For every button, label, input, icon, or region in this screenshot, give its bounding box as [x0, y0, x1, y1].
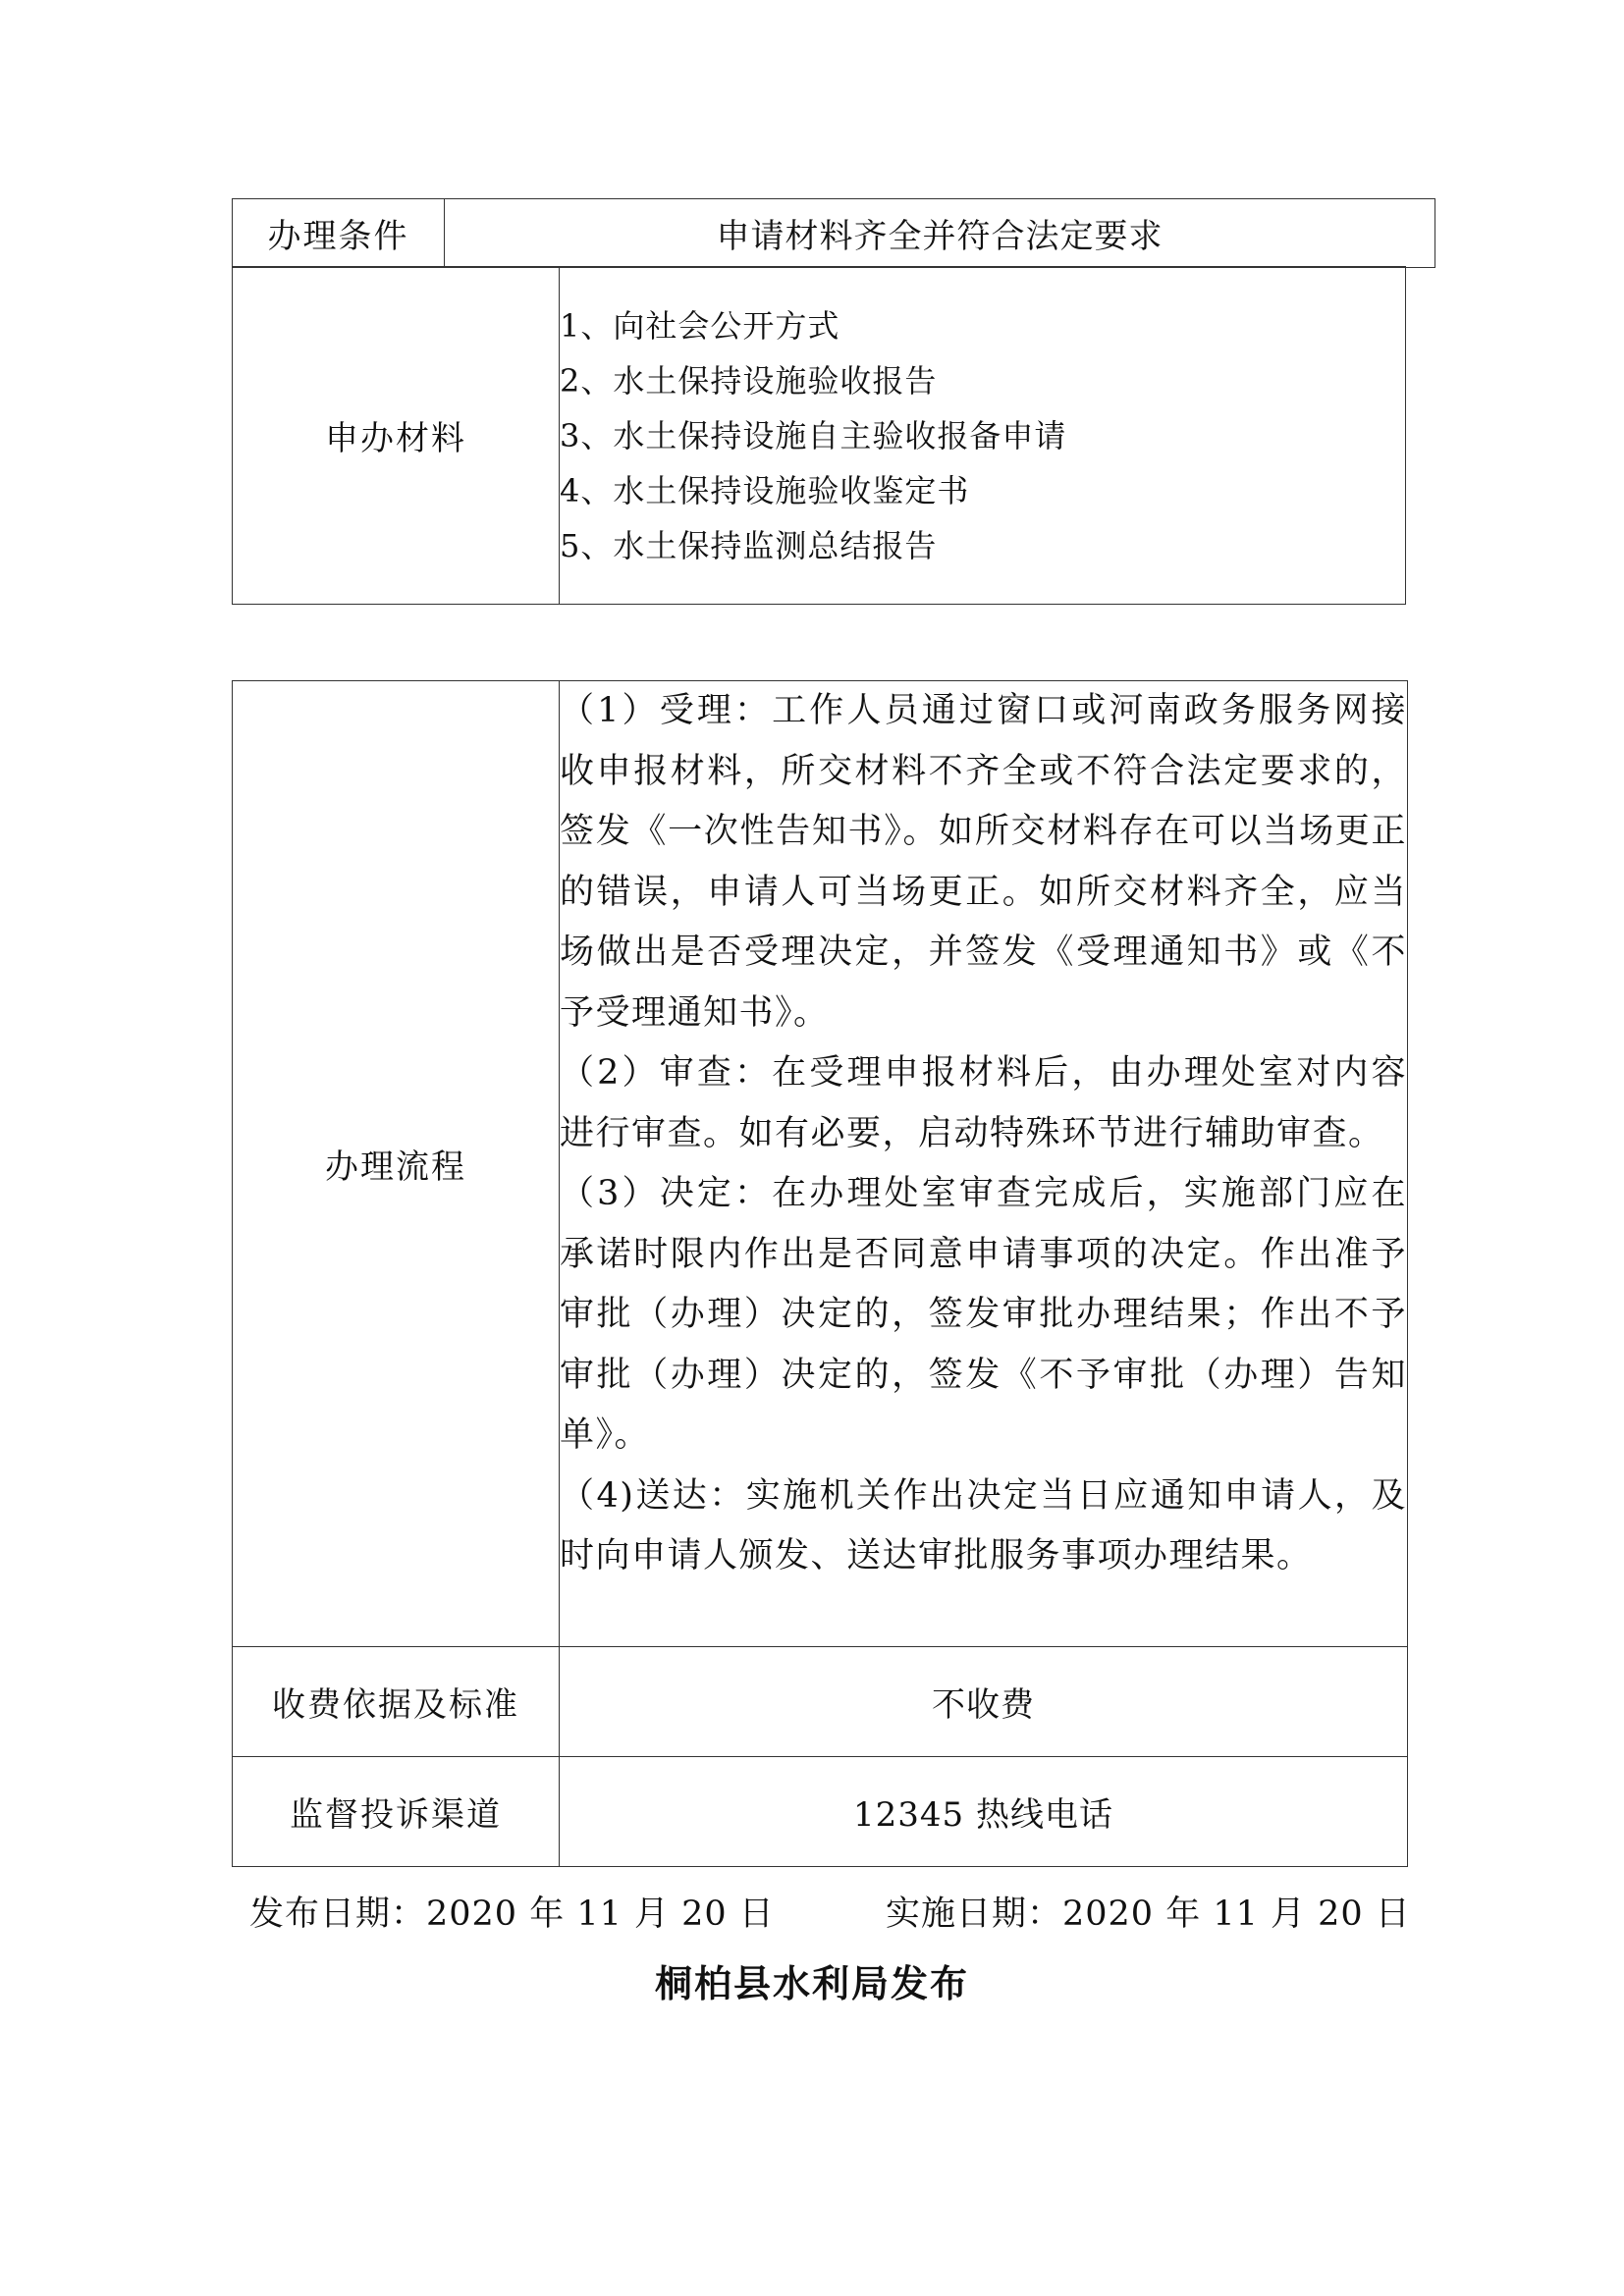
- supervision-value: 12345 热线电话: [560, 1757, 1408, 1867]
- list-item: 3、水土保持设施自主验收报备申请: [560, 416, 1067, 454]
- list-item: 1、向社会公开方式: [560, 306, 840, 345]
- fee-value: 不收费: [560, 1647, 1408, 1757]
- process-step-delivery: （4)送达：实施机关作出决定当日应通知申请人，及时向申请人颁发、送达审批服务事项办理结果。: [560, 1475, 1407, 1575]
- process-table: [232, 680, 1408, 1867]
- conditions-label: 办理条件: [233, 199, 445, 268]
- conditions-row: [233, 199, 1435, 268]
- process-step-decision: （3）决定：在办理处室审查完成后，实施部门应在承诺时限内作出是否同意申请事项的决定。作出准予审批（办理）决定的，签发审批办理结果；作出不予审批（办理）决定的，签发《不予审批（办理）告知单》。: [560, 1174, 1407, 1455]
- conditions-table: [232, 198, 1435, 268]
- effective-date: 实施日期：2020 年 11 月 20 日: [886, 1895, 1411, 1934]
- supervision-label: 监督投诉渠道: [233, 1757, 560, 1867]
- materials-list: [560, 267, 1406, 605]
- issuer: 桐柏县水利局发布: [654, 1961, 969, 2005]
- process-label: 办理流程: [233, 681, 560, 1647]
- process-row: [233, 681, 1408, 1647]
- publish-date: 发布日期：2020 年 11 月 20 日: [249, 1895, 775, 1934]
- list-item: 5、水土保持监测总结报告: [560, 526, 938, 564]
- process-steps: [560, 681, 1408, 1647]
- list-item: 2、水土保持设施验收报告: [560, 361, 938, 400]
- list-item: 4、水土保持设施验收鉴定书: [560, 471, 970, 509]
- fee-label: 收费依据及标准: [233, 1647, 560, 1757]
- process-step-review: （2）审查：在受理申报材料后，由办理处室对内容进行审查。如有必要，启动特殊环节进行辅助审查。: [560, 1053, 1407, 1153]
- materials-label: 申办材料: [233, 267, 560, 605]
- conditions-value: 申请材料齐全并符合法定要求: [445, 199, 1435, 268]
- materials-row: [233, 267, 1406, 605]
- materials-table: [232, 266, 1406, 605]
- fee-row: [233, 1647, 1408, 1757]
- process-step-accept: （1）受理：工作人员通过窗口或河南政务服务网接收申报材料，所交材料不齐全或不符合法定要求的，签发《一次性告知书》。如所交材料存在可以当场更正的错误，申请人可当场更正。如所交材料齐全，应当场做出是否受理决定，并签发《受理通知书》或《不予受理通知书》。: [560, 691, 1407, 1033]
- supervision-row: [233, 1757, 1408, 1867]
